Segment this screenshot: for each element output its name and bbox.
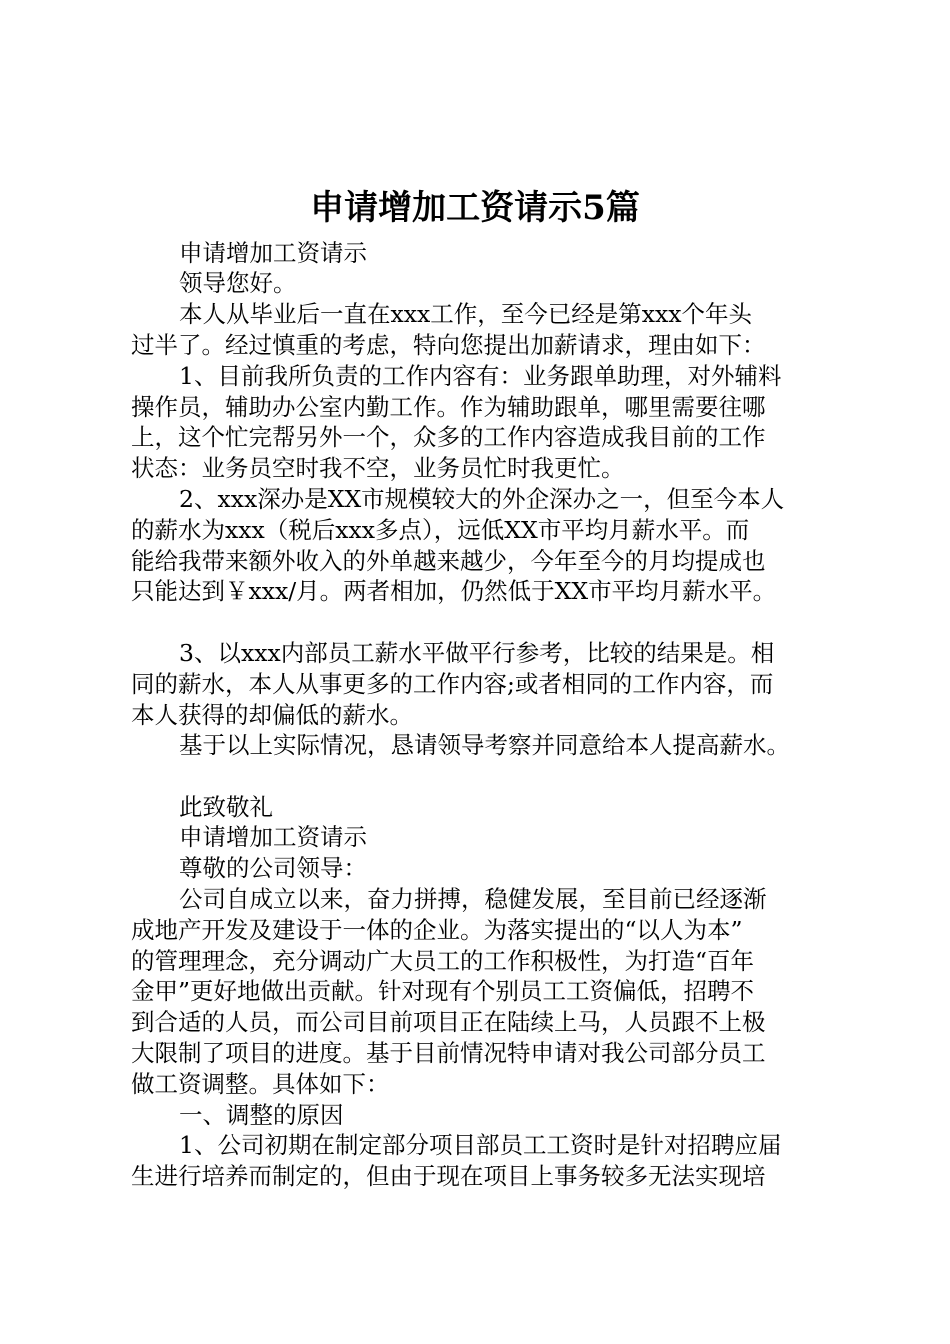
- body-line: 1、公司初期在制定部分项目部员工工资时是针对招聘应届: [179, 1131, 782, 1159]
- body-line: 2、xxx深办是XX市规模较大的外企深办之一，但至今本人: [179, 485, 785, 513]
- body-line: 状态：业务员空时我不空，业务员忙时我更忙。: [131, 454, 625, 482]
- closing: 此致敬礼: [179, 793, 273, 821]
- document-title: 申请增加工资请示5篇: [310, 188, 640, 228]
- body-line: 操作员，辅助办公室内勤工作。作为辅助跟单，哪里需要往哪: [131, 393, 766, 421]
- body-line: 的薪水为xxx（税后xxx多点），远低XX市平均月薪水平。而: [131, 516, 750, 544]
- body-line: 公司自成立以来，奋力拼搏，稳健发展，至目前已经逐渐: [179, 885, 767, 913]
- body-line: 大限制了项目的进度。基于目前情况特申请对我公司部分员工: [131, 1039, 766, 1067]
- heading-request: 申请增加工资请示: [179, 239, 367, 267]
- section-heading: 一、调整的原因: [179, 1101, 344, 1129]
- body-line: 的管理理念，充分调动广大员工的工作积极性，为打造“百年: [131, 947, 755, 975]
- body-line: 能给我带来额外收入的外单越来越少，今年至今的月均提成也: [131, 547, 766, 575]
- body-line: 本人获得的却偏低的薪水。: [131, 701, 413, 729]
- body-line: 做工资调整。具体如下：: [131, 1070, 390, 1098]
- body-line: 过半了。经过慎重的考虑，特向您提出加薪请求，理由如下：: [131, 331, 766, 359]
- body-line: 基于以上实际情况，恳请领导考察并同意给本人提高薪水。: [179, 731, 790, 759]
- body-line: 1、目前我所负责的工作内容有：业务跟单助理，对外辅料: [179, 362, 782, 390]
- body-line: 到合适的人员，而公司目前项目正在陆续上马，人员跟不上极: [131, 1008, 766, 1036]
- greeting: 尊敬的公司领导：: [179, 854, 367, 882]
- greeting: 领导您好。: [179, 269, 297, 297]
- body-line: 生进行培养而制定的，但由于现在项目上事务较多无法实现培: [131, 1162, 766, 1190]
- body-line: 只能达到￥xxx/月。两者相加，仍然低于XX市平均月薪水平。: [131, 577, 777, 605]
- body-line: 成地产开发及建设于一体的企业。为落实提出的“以人为本”: [131, 916, 743, 944]
- heading-request: 申请增加工资请示: [179, 823, 367, 851]
- body-line: 金甲”更好地做出贡献。针对现有个别员工工资偏低，招聘不: [131, 977, 755, 1005]
- body-line: 上，这个忙完帮另外一个，众多的工作内容造成我目前的工作: [131, 423, 766, 451]
- body-line: 3、以xxx内部员工薪水平做平行参考，比较的结果是。相: [179, 639, 775, 667]
- body-line: 同的薪水，本人从事更多的工作内容;或者相同的工作内容，而: [131, 670, 774, 698]
- body-line: 本人从毕业后一直在xxx工作，至今已经是第xxx个年头: [179, 300, 753, 328]
